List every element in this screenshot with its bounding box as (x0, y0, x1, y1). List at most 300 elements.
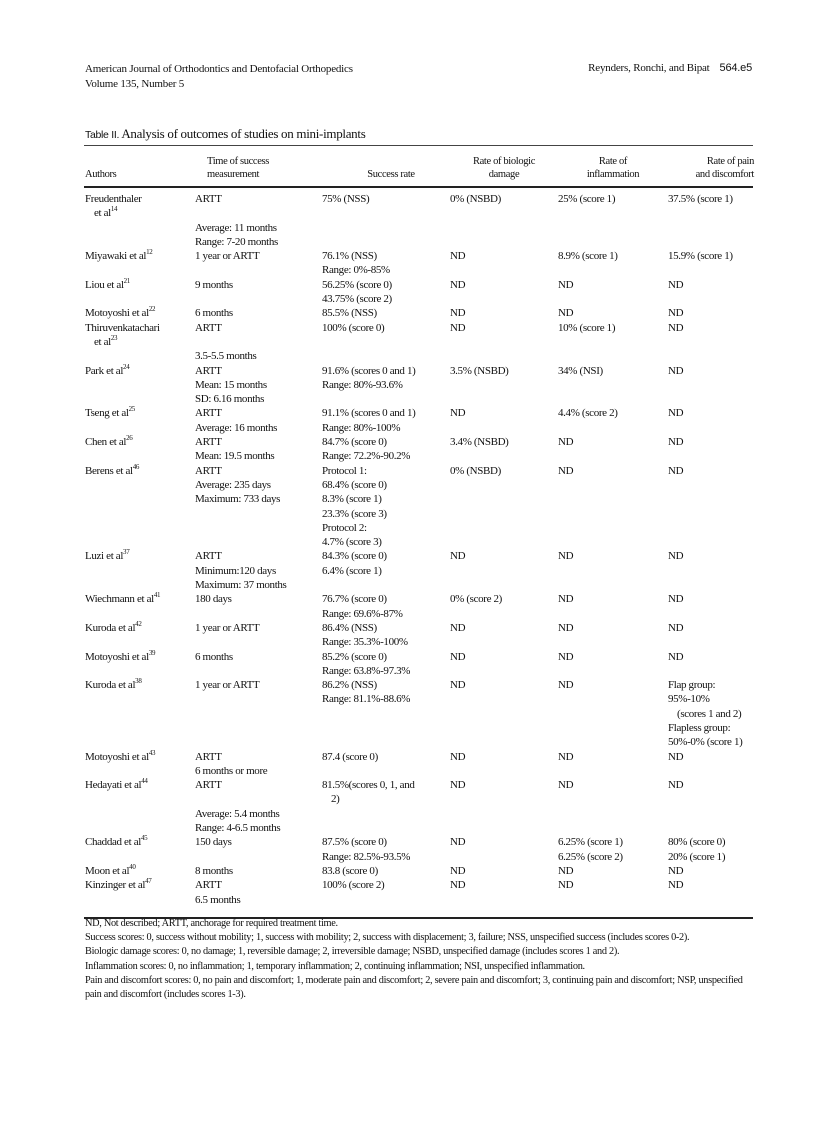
cell-line: Liou et $al^{21}$ (85, 276, 130, 291)
cell-line: ND (558, 879, 574, 892)
bio-cell (450, 364, 558, 407)
cell-line: ARTT (195, 464, 222, 477)
running-header-left (85, 62, 353, 92)
cell-line: ND (450, 779, 466, 792)
cell-line: ND (558, 621, 574, 634)
author-cell (84, 192, 195, 249)
cell-line: 76.1% (NSS) (322, 250, 377, 263)
cell-line: Maximum: 733 days (195, 493, 281, 506)
cell-line: ARTT (195, 879, 222, 892)
bio-cell (450, 592, 558, 621)
cell-line: Kuroda et $al^{38}$ (85, 677, 142, 692)
cell-line: Protocol 2: (322, 521, 367, 534)
infl-cell (558, 321, 668, 364)
bio-cell (450, 750, 558, 779)
column-header (195, 155, 322, 181)
cell-line: 81.5%(scores 0, 1, and (322, 779, 415, 792)
bio-cell (450, 678, 558, 749)
journal-volume: Volume 135, Number 5 (85, 78, 185, 90)
cell-line: (scores 1 and 2) (677, 707, 742, 720)
cell-line: ND (558, 650, 574, 663)
cell-line: 3.5-5.5 months (195, 350, 257, 363)
author-cell (84, 549, 195, 592)
cell-line: Protocol 1: (322, 464, 367, 477)
pain-cell (668, 750, 754, 779)
cell-line: 6.4% (score 1) (322, 564, 382, 577)
cell-line: Hedayati et $al^{44}$ (85, 777, 148, 792)
cell-line: Range: 80%-100% (322, 421, 401, 434)
cell-line: ND (450, 278, 466, 291)
cell-line: ARTT (195, 193, 222, 205)
cell-line: Range: 80%-93.6% (322, 378, 403, 391)
cell-line: ND (450, 307, 466, 320)
success-cell (322, 435, 450, 464)
column-header (558, 155, 668, 181)
cell-line: 6.25% (score 1) (558, 836, 623, 849)
cell-line: ND (668, 307, 684, 320)
cell-line: 15.9% (score 1) (668, 250, 733, 263)
infl-cell (558, 778, 668, 835)
reference-number: 26 (126, 434, 133, 443)
infl-cell (558, 650, 668, 679)
time-cell (195, 678, 322, 749)
time-cell (195, 406, 322, 435)
infl-cell (558, 549, 668, 592)
cell-line: ND (558, 593, 574, 606)
reference-number: 22 (148, 305, 156, 314)
infl-cell (558, 364, 668, 407)
cell-line: ND (450, 550, 466, 563)
cell-line: 91.6% (scores 0 and 1) (322, 364, 416, 377)
pain-cell (668, 192, 754, 249)
cell-line: 80% (score 0) (668, 836, 726, 849)
pain-cell (668, 621, 754, 650)
cell-line: Mean: 15 months (195, 378, 267, 391)
infl-cell (558, 864, 668, 878)
column-header (668, 155, 754, 181)
cell-line: ND (450, 250, 466, 263)
cell-line: ND (558, 679, 574, 692)
cell-line: 4.4% (score 2) (558, 407, 618, 420)
cell-line: ND (668, 621, 684, 634)
bio-cell (450, 321, 558, 364)
cell-line: et $al^{14}$ (94, 205, 118, 220)
cell-line: ARTT (195, 364, 222, 377)
author-cell (84, 835, 195, 864)
author-cell (84, 321, 195, 364)
time-cell (195, 278, 322, 307)
bio-cell (450, 835, 558, 864)
cell-line: 8.9% (score 1) (558, 250, 618, 263)
time-cell (195, 650, 322, 679)
cell-line: 3.4% (NSBD) (450, 436, 509, 449)
author-cell (84, 435, 195, 464)
infl-cell (558, 464, 668, 550)
table-row (84, 321, 753, 364)
cell-line: ND (450, 836, 466, 849)
reference-number: 47 (145, 877, 152, 886)
reference-number: 24 (123, 362, 130, 371)
cell-line: 9 months (195, 278, 233, 291)
bio-cell (450, 249, 558, 278)
author-cell (84, 621, 195, 650)
cell-line: ND (668, 436, 684, 449)
column-header-line: Rate of pain (706, 156, 754, 167)
bio-cell (450, 278, 558, 307)
cell-line: ND (668, 750, 684, 763)
cell-line: Park et $al^{24}$ (85, 362, 130, 377)
success-cell (322, 321, 450, 364)
cell-line: 87.4 (score 0) (322, 750, 378, 763)
column-header-line: Rate of (598, 156, 628, 167)
cell-line: 20% (score 1) (668, 850, 726, 863)
article-authors: Reynders, Ronchi, and Bipat (588, 62, 710, 74)
success-cell (322, 364, 450, 407)
table-label: Table II. (85, 129, 120, 141)
cell-line: 91.1% (scores 0 and 1) (322, 407, 416, 420)
column-header-line: measurement (207, 169, 260, 180)
reference-number: 41 (153, 591, 161, 600)
bio-cell (450, 464, 558, 550)
cell-line: 3.5% (NSBD) (450, 364, 509, 377)
reference-number: 44 (141, 777, 148, 786)
footnote: ND, Not described; ARTT, anchorage for required treatment time. (85, 918, 338, 929)
cell-line: 100% (score 0) (322, 321, 385, 334)
cell-line: ND (450, 879, 466, 892)
cell-line: Flapless group: (668, 721, 731, 734)
cell-line: Motoyoshi et $al^{43}$ (85, 748, 156, 763)
author-cell (84, 278, 195, 307)
reference-number: 43 (148, 748, 156, 757)
cell-line: ND (668, 650, 684, 663)
cell-line: 84.3% (score 0) (322, 550, 387, 563)
infl-cell (558, 278, 668, 307)
reference-number: 38 (135, 677, 142, 686)
table-title: Analysis of outcomes of studies on mini-implants (121, 126, 366, 141)
success-cell (322, 678, 450, 749)
cell-line: ARTT (195, 750, 222, 763)
column-header-line: Rate of biologic (472, 156, 536, 167)
cell-line: 0% (NSBD) (450, 464, 501, 477)
table-row (84, 406, 753, 435)
cell-line: 8.3% (score 1) (322, 493, 382, 506)
time-cell (195, 621, 322, 650)
page-number: 564.e5 (719, 62, 752, 74)
reference-number: 45 (140, 834, 148, 843)
table-row (84, 549, 753, 592)
cell-line: 83.8 (score 0) (322, 864, 378, 877)
bio-cell (450, 406, 558, 435)
time-cell (195, 835, 322, 864)
cell-line: Range: 0%-85% (322, 264, 390, 277)
cell-line: SD: 6.16 months (195, 393, 265, 406)
cell-line: 2) (331, 793, 340, 806)
cell-line: 1 year or ARTT (195, 621, 260, 634)
cell-line: ARTT (195, 436, 222, 449)
author-cell (84, 750, 195, 779)
infl-cell (558, 878, 668, 907)
pain-cell (668, 435, 754, 464)
column-header-line: Success rate (367, 169, 415, 180)
pain-cell (668, 778, 754, 835)
cell-line: 4.7% (score 3) (322, 536, 382, 549)
cell-line: ND (558, 864, 574, 877)
author-cell (84, 306, 195, 320)
author-cell (84, 406, 195, 435)
cell-line (195, 335, 322, 349)
bio-cell (450, 621, 558, 650)
cell-line: Range: 4-6.5 months (195, 822, 281, 835)
table-row (84, 435, 753, 464)
author-cell (84, 592, 195, 621)
table-footnotes (85, 917, 755, 1002)
success-cell (322, 750, 450, 779)
bio-cell (450, 306, 558, 320)
cell-line: ND (668, 321, 684, 334)
cell-line: 85.5% (NSS) (322, 307, 377, 320)
cell-line: Average: 5.4 months (195, 807, 280, 820)
column-header (84, 168, 195, 181)
time-cell (195, 878, 322, 907)
infl-cell (558, 435, 668, 464)
pain-cell (668, 464, 754, 550)
table-row (84, 750, 753, 779)
success-cell (322, 464, 450, 550)
footnote: Success scores: 0, success without mobility; 1, success with mobility; 2, success with displacement; 3, failure; NSS, unspecified success (includes scores 0-2). (85, 932, 690, 944)
cell-line: 6.25% (score 2) (558, 850, 623, 863)
cell-line: 25% (score 1) (558, 193, 616, 205)
table-row (84, 249, 753, 278)
cell-line: Average: 235 days (195, 478, 271, 491)
table-row (84, 864, 753, 878)
infl-cell (558, 406, 668, 435)
time-cell (195, 464, 322, 550)
reference-number: 23 (110, 333, 118, 342)
author-cell (84, 678, 195, 749)
pain-cell (668, 549, 754, 592)
infl-cell (558, 678, 668, 749)
reference-number: 21 (123, 276, 130, 285)
cell-line: Range: 35.3%-100% (322, 636, 408, 649)
cell-line: 180 days (195, 593, 232, 606)
success-cell (322, 278, 450, 307)
cell-line: ND (558, 779, 574, 792)
reference-number: 37 (123, 548, 130, 557)
running-header-right (588, 62, 752, 74)
success-cell (322, 835, 450, 864)
reference-number: 12 (146, 248, 153, 257)
cell-line: ND (450, 621, 466, 634)
time-cell (195, 321, 322, 364)
pain-cell (668, 406, 754, 435)
cell-line: Range: 72.2%-90.2% (322, 450, 411, 463)
cell-line: ARTT (195, 550, 222, 563)
reference-number: 14 (110, 205, 118, 214)
cell-line: Kuroda et $al^{42}$ (85, 619, 142, 634)
cell-line: Range: 7-20 months (195, 235, 278, 248)
reference-number: 42 (135, 619, 142, 628)
time-cell (195, 364, 322, 407)
infl-cell (558, 306, 668, 320)
pain-cell (668, 678, 754, 749)
cell-line: 1 year or ARTT (195, 250, 260, 263)
cell-line: ND (558, 278, 574, 291)
cell-line: Motoyoshi et $al^{22}$ (85, 305, 156, 320)
cell-line: 85.2% (score 0) (322, 650, 387, 663)
table-body (84, 188, 753, 917)
bio-cell (450, 549, 558, 592)
cell-line: 76.7% (score 0) (322, 593, 387, 606)
pain-cell (668, 321, 754, 364)
column-header-line: damage (488, 169, 520, 180)
cell-line: 34% (NSI) (558, 364, 603, 377)
cell-line: 6 months (195, 307, 233, 320)
table-header-row (84, 146, 753, 186)
time-cell (195, 592, 322, 621)
cell-line: Wiechmann et $al^{41}$ (85, 591, 161, 606)
cell-line: 8 months (195, 864, 233, 877)
cell-line: ND (558, 550, 574, 563)
cell-line: Berens et $al^{46}$ (85, 462, 140, 477)
author-cell (84, 464, 195, 550)
cell-line: Range: 63.8%-97.3% (322, 664, 411, 677)
cell-line: ND (558, 436, 574, 449)
pain-cell (668, 592, 754, 621)
cell-line: 56.25% (score 0) (322, 278, 392, 291)
cell-line: ND (450, 321, 466, 334)
pain-cell (668, 249, 754, 278)
infl-cell (558, 621, 668, 650)
success-cell (322, 621, 450, 650)
cell-line: ND (558, 464, 574, 477)
cell-line: 0% (NSBD) (450, 193, 501, 205)
reference-number: 25 (128, 405, 135, 414)
column-header (450, 155, 558, 181)
cell-line: ND (558, 307, 574, 320)
success-cell (322, 878, 450, 907)
bio-cell (450, 435, 558, 464)
author-cell (84, 650, 195, 679)
pain-cell (668, 278, 754, 307)
table-row (84, 778, 753, 835)
cell-line: 6 months or more (195, 764, 268, 777)
cell-line: ND (558, 750, 574, 763)
cell-line: ND (668, 464, 684, 477)
bio-cell (450, 878, 558, 907)
cell-line: Luzi et $al^{37}$ (85, 548, 130, 563)
cell-line: ND (668, 364, 684, 377)
cell-line: 86.4% (NSS) (322, 621, 377, 634)
cell-line: ARTT (195, 407, 222, 420)
cell-line: Kinzinger et $al^{47}$ (85, 877, 152, 892)
cell-line: Range: 69.6%-87% (322, 607, 403, 620)
pain-cell (668, 306, 754, 320)
success-cell (322, 406, 450, 435)
table-row (84, 306, 753, 320)
cell-line: 150 days (195, 836, 232, 849)
table-row (84, 364, 753, 407)
success-cell (322, 592, 450, 621)
table-row (84, 621, 753, 650)
table-row (84, 592, 753, 621)
cell-line: 86.2% (NSS) (322, 679, 377, 692)
bio-cell (450, 778, 558, 835)
time-cell (195, 435, 322, 464)
pain-cell (668, 364, 754, 407)
cell-line: Range: 82.5%-93.5% (322, 850, 411, 863)
cell-line: ND (668, 879, 684, 892)
reference-number: 40 (129, 862, 136, 871)
cell-line: Chen et $al^{26}$ (85, 434, 133, 449)
table-row (84, 192, 753, 249)
cell-line: 50%-0% (score 1) (668, 736, 743, 749)
success-cell (322, 192, 450, 249)
cell-line: Average: 16 months (195, 421, 278, 434)
cell-line: ND (450, 864, 466, 877)
reference-number: 46 (132, 462, 140, 471)
column-header-line: Authors (85, 169, 117, 180)
cell-line: ND (668, 779, 684, 792)
bio-cell (450, 192, 558, 249)
cell-line: ND (668, 407, 684, 420)
cell-line: ND (668, 550, 684, 563)
cell-line: ND (668, 593, 684, 606)
cell-line: ND (450, 650, 466, 663)
cell-line: Flap group: (668, 679, 716, 692)
table-row (84, 464, 753, 550)
column-header-line: inflammation (586, 169, 640, 180)
infl-cell (558, 192, 668, 249)
cell-line: Tseng et $al^{25}$ (85, 405, 135, 420)
column-header-line: and discomfort (695, 169, 754, 180)
bio-cell (450, 864, 558, 878)
cell-line: ND (450, 679, 466, 692)
pain-cell (668, 864, 754, 878)
cell-line: 23.3% (score 3) (322, 507, 387, 520)
table-row (84, 878, 753, 907)
cell-line: Thiruvenkatachari (85, 321, 160, 334)
cell-line: 87.5% (score 0) (322, 836, 387, 849)
author-cell (84, 878, 195, 907)
cell-line: ARTT (195, 321, 222, 334)
pain-cell (668, 650, 754, 679)
success-cell (322, 650, 450, 679)
cell-line: Chaddad et $al^{45}$ (85, 834, 148, 849)
bio-cell (450, 650, 558, 679)
author-cell (84, 364, 195, 407)
table-row (84, 650, 753, 679)
author-cell (84, 249, 195, 278)
reference-number: 39 (148, 648, 156, 657)
cell-line: ND (450, 407, 466, 420)
cell-line: Motoyoshi et $al^{39}$ (85, 648, 156, 663)
cell-line: 68.4% (score 0) (322, 478, 387, 491)
infl-cell (558, 592, 668, 621)
table-row (84, 835, 753, 864)
cell-line: 75% (NSS) (322, 193, 370, 205)
table-row (84, 278, 753, 307)
time-cell (195, 864, 322, 878)
success-cell (322, 549, 450, 592)
cell-line: Average: 11 months (195, 221, 277, 234)
cell-line: Minimum:120 days (195, 564, 276, 577)
infl-cell (558, 249, 668, 278)
cell-line: 84.7% (score 0) (322, 436, 387, 449)
cell-line (195, 792, 322, 806)
cell-line: Miyawaki et $al^{12}$ (85, 248, 153, 263)
column-header (322, 168, 450, 181)
cell-line: 1 year or ARTT (195, 679, 260, 692)
